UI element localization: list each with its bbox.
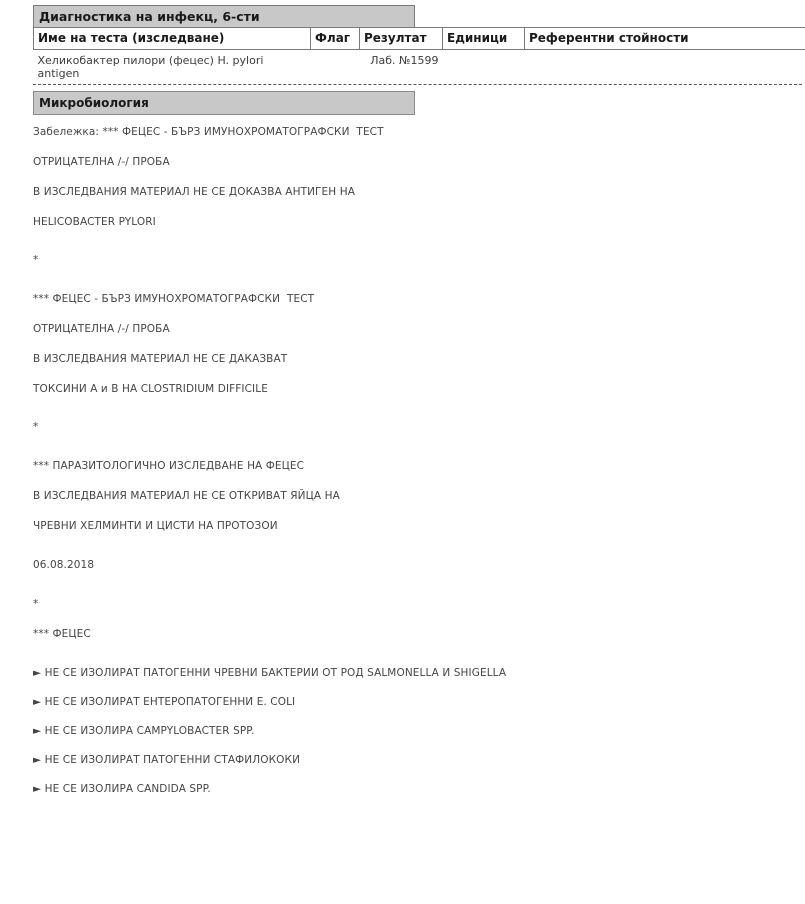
section-title-banner: Диагностика на инфекц, 6-сти [33, 5, 415, 27]
note-line: * [33, 597, 563, 611]
cell-result: Лаб. №1599 [360, 50, 443, 83]
cell-reference [525, 50, 805, 83]
note-line-bullet: ► НЕ СЕ ИЗОЛИРАТ ПАТОГЕННИ ЧРЕВНИ БАКТЕРИИ ОТ РОД SALMONELLA И SHIGELLA [33, 666, 563, 680]
cell-flag [311, 50, 360, 83]
column-header-reference: Референтни стойности [525, 28, 805, 50]
note-line: В ИЗСЛЕДВАНИЯ МАТЕРИАЛ НЕ СЕ ДОКАЗВА АНТИГЕН НА [33, 185, 563, 199]
note-line: ОТРИЦАТЕЛНА /-/ ПРОБА [33, 155, 563, 169]
microbiology-notes [0, 115, 805, 796]
results-table [33, 27, 805, 82]
microbiology-banner: Микробиология [33, 91, 415, 115]
note-line-bullet: ► НЕ СЕ ИЗОЛИРАТ ЕНТЕРОПАТОГЕННИ E. COLI [33, 695, 563, 709]
note-line: ЧРЕВНИ ХЕЛМИНТИ И ЦИСТИ НА ПРОТОЗОИ [33, 519, 563, 533]
cell-test-name: Хеликобактер пилори (фецес) H. pylori antigen [34, 50, 311, 83]
row-separator [33, 84, 802, 85]
note-line: * [33, 253, 563, 267]
lab-report-page [0, 5, 805, 904]
table-header-row [34, 28, 805, 50]
note-line: В ИЗСЛЕДВАНИЯ МАТЕРИАЛ НЕ СЕ ДАКАЗВАТ [33, 352, 563, 366]
note-line: ОТРИЦАТЕЛНА /-/ ПРОБА [33, 322, 563, 336]
note-line: Забележка: *** ФЕЦЕС - БЪРЗ ИМУНОХРОМАТОГРАФСКИ ТЕСТ [33, 125, 563, 139]
note-line: * [33, 420, 563, 434]
note-line: HELICOBACTER PYLORI [33, 215, 563, 229]
note-line-date: 06.08.2018 [33, 558, 563, 572]
note-line-bullet: ► НЕ СЕ ИЗОЛИРАТ ПАТОГЕННИ СТАФИЛОКОКИ [33, 753, 563, 767]
note-line: *** ПАРАЗИТОЛОГИЧНО ИЗСЛЕДВАНЕ НА ФЕЦЕС [33, 459, 563, 473]
note-line-bullet: ► НЕ СЕ ИЗОЛИРА CAMPYLOBACTER SPP. [33, 724, 563, 738]
note-line: ТОКСИНИ А и В НА CLOSTRIDIUM DIFFICILE [33, 382, 563, 396]
note-line: *** ФЕЦЕС [33, 627, 563, 641]
note-line: *** ФЕЦЕС - БЪРЗ ИМУНОХРОМАТОГРАФСКИ ТЕСТ [33, 292, 563, 306]
column-header-units: Единици [443, 28, 525, 50]
cell-units [443, 50, 525, 83]
note-line-bullet: ► НЕ СЕ ИЗОЛИРА CANDIDA SPP. [33, 782, 563, 796]
note-line: В ИЗСЛЕДВАНИЯ МАТЕРИАЛ НЕ СЕ ОТКРИВАТ ЯЙЦА НА [33, 489, 563, 503]
results-table-body [34, 50, 805, 83]
results-table-head [34, 28, 805, 50]
column-header-test-name: Име на теста (изследване) [34, 28, 311, 50]
column-header-result: Резултат [360, 28, 443, 50]
table-row [34, 50, 805, 83]
column-header-flag: Флаг [311, 28, 360, 50]
